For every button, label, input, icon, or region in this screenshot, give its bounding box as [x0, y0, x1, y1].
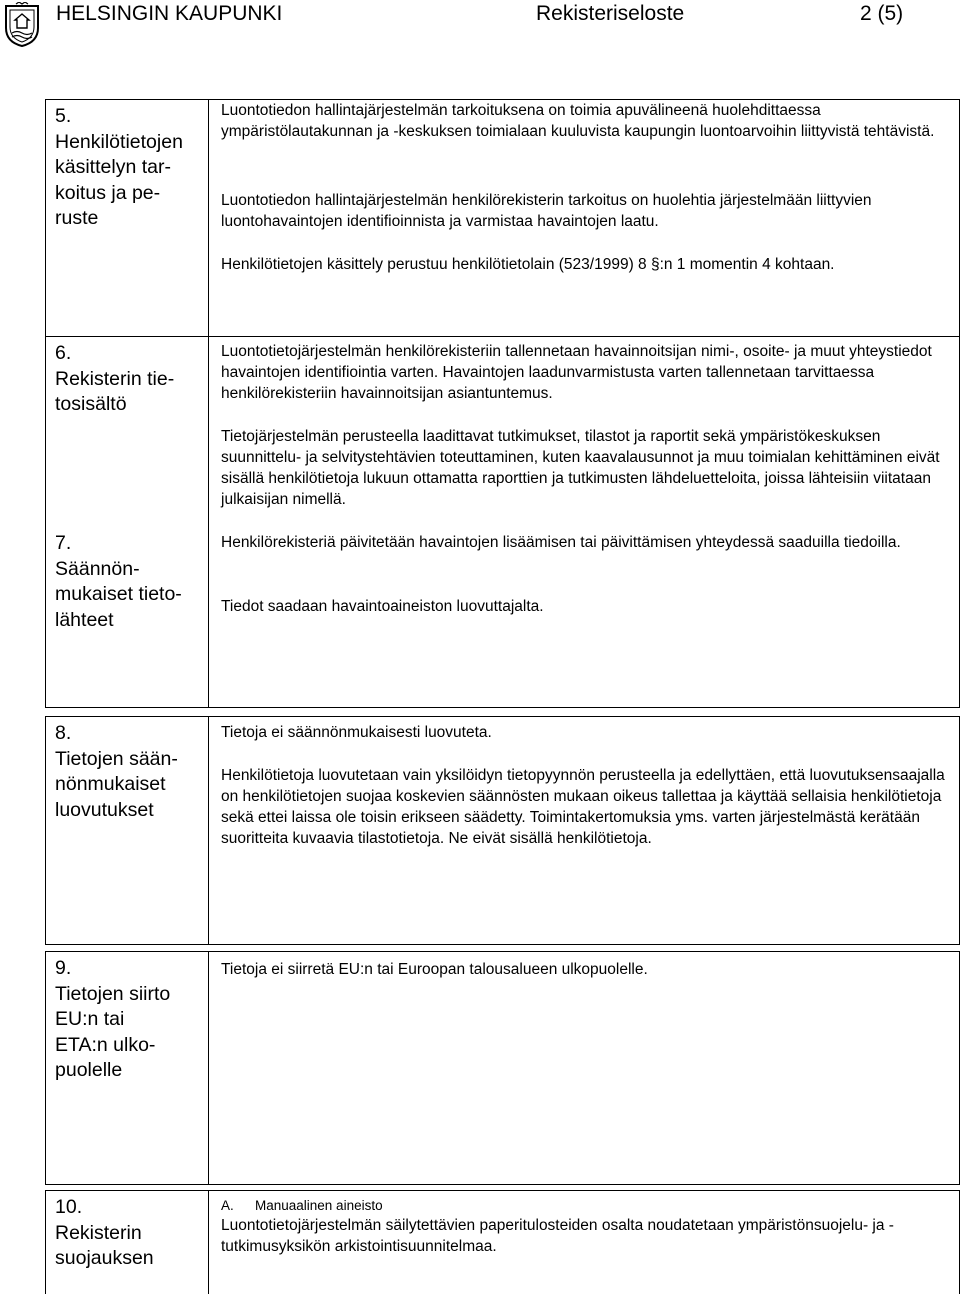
section-6-7-row: [45, 336, 960, 708]
section-10-paragraph: Luontotietojärjestelmän säilytettävien paperitulosteiden osalta noudatetaan ympäristönsuojelu- ja -tutkimusyksikön arkistointisuunnitelmaa.: [221, 1217, 894, 1255]
section-10-content-cell: [208, 1190, 960, 1294]
section-9-row: [45, 951, 960, 1185]
section-10-subheading: [209, 1197, 387, 1214]
section-7-number: 7.: [55, 532, 72, 554]
section-8-paragraph: Tietoja ei säännönmukaisesti luovuteta.: [221, 724, 492, 741]
section-5-title: Henkilötietojen käsittelyn tar- koitus ja pe- ruste: [55, 130, 183, 229]
section-9-paragraph: Tietoja ei siirretä EU:n tai Euroopan talousalueen ulkopuolelle.: [221, 961, 648, 978]
section-6-7-label-cell: [45, 336, 208, 708]
section-8-number: 8.: [55, 722, 72, 744]
section-9-label-cell: [45, 951, 208, 1185]
section-5-paragraph: Henkilötietojen käsittely perustuu henkilötietolain (523/1999) 8 §:n 1 momentin 4 kohtaan.: [221, 256, 835, 273]
section-5-label-cell: [45, 99, 208, 337]
section-8-label-cell: [45, 716, 208, 945]
section-9-number: 9.: [55, 957, 72, 979]
section-9-content-cell: [208, 951, 960, 1185]
section-7-title: Säännön- mukaiset tieto- lähteet: [55, 557, 182, 631]
section-10-row: [45, 1190, 960, 1294]
section-10-subheading-letter: A.: [221, 1198, 234, 1213]
section-7-paragraph: Tiedot saadaan havaintoaineiston luovuttajalta.: [221, 598, 544, 615]
section-5-paragraph: Luontotiedon hallintajärjestelmän henkilörekisterin tarkoitus on huolehtia järjestelmään liittyvien luontohavaintojen identifioinnista ja varmistaa havaintojen laatu.: [221, 192, 872, 230]
page-header: [0, 0, 960, 52]
organization-name: HELSINGIN KAUPUNKI: [56, 2, 283, 25]
section-6-7-content-cell: [208, 336, 960, 708]
section-8-row: [45, 716, 960, 945]
section-10-title: Rekisterin suojauksen: [55, 1221, 154, 1269]
section-10-label-cell: [45, 1190, 208, 1294]
section-5-paragraph: Luontotiedon hallintajärjestelmän tarkoituksena on toimia apuvälineenä huolehdittaessa ympäristölautakunnan ja -keskuksen toimialaan kuuluvista kaupungin luontoarvoihin liittyvistä tehtävistä.: [221, 102, 935, 140]
section-5-row: [45, 99, 960, 337]
section-8-paragraph: Henkilötietoja luovutetaan vain yksilöidyn tietopyynnön perusteella ja edellyttäen, että luovutuksensaajalla on henkilötietojen suojaa koskevien säännösten mukaan oikeus tallettaa ja käyttää sellaisia henkilötietoja sekä ettei laissa ole toisin erikseen säädetty. Toimintakertomuksia yms. varten järjestelmästä kerätään suoritteita kuvaavia tilastotietoja. Ne eivät sisällä henkilötietoja.: [221, 767, 945, 847]
section-6-number: 6.: [55, 342, 72, 364]
section-6-paragraph: Luontotietojärjestelmän henkilörekisteriin tallennetaan havainnoitsijan nimi-, osoite- ja muut yhteystiedot havaintojen identifiointia varten. Havaintojen laadunvarmistusta varten tallennetaan tarvittaessa henkilörekisteriin havainnoitsijan asiantuntemus.: [221, 343, 932, 402]
section-6-title: Rekisterin tie- tosisältö: [55, 367, 175, 415]
section-8-content-cell: [208, 716, 960, 945]
document-title: Rekisteriseloste: [536, 2, 685, 25]
page-number: 2 (5): [860, 2, 904, 25]
section-8-title: Tietojen sään- nönmukaiset luovutukset: [55, 747, 178, 821]
section-9-title: Tietojen siirto EU:n tai ETA:n ulko- puolelle: [55, 982, 171, 1081]
helsinki-crest-icon: [2, 2, 42, 48]
section-7-paragraph: Henkilörekisteriä päivitetään havaintojen lisäämisen tai päivittämisen yhteydessä saaduilla tiedoilla.: [221, 534, 901, 551]
section-5-content-cell: [208, 99, 960, 337]
section-10-subheading-text: Manuaalinen aineisto: [255, 1198, 383, 1213]
section-6-paragraph: Tietojärjestelmän perusteella laadittavat tutkimukset, tilastot ja raportit sekä ympäristökeskuksen suunnittelu- ja selvitystehtävien toteuttaminen, kuten kaavalausunnot ja muu toimialan kehittäminen eivät sisällä henkilötietoja lukuun ottamatta raporttien ja tutkimusten lähdeluetteloita, joissa lähteisiin viitataan julkaisijan nimellä.: [221, 428, 940, 508]
section-5-number: 5.: [55, 105, 72, 127]
section-10-number: 10.: [55, 1196, 83, 1218]
